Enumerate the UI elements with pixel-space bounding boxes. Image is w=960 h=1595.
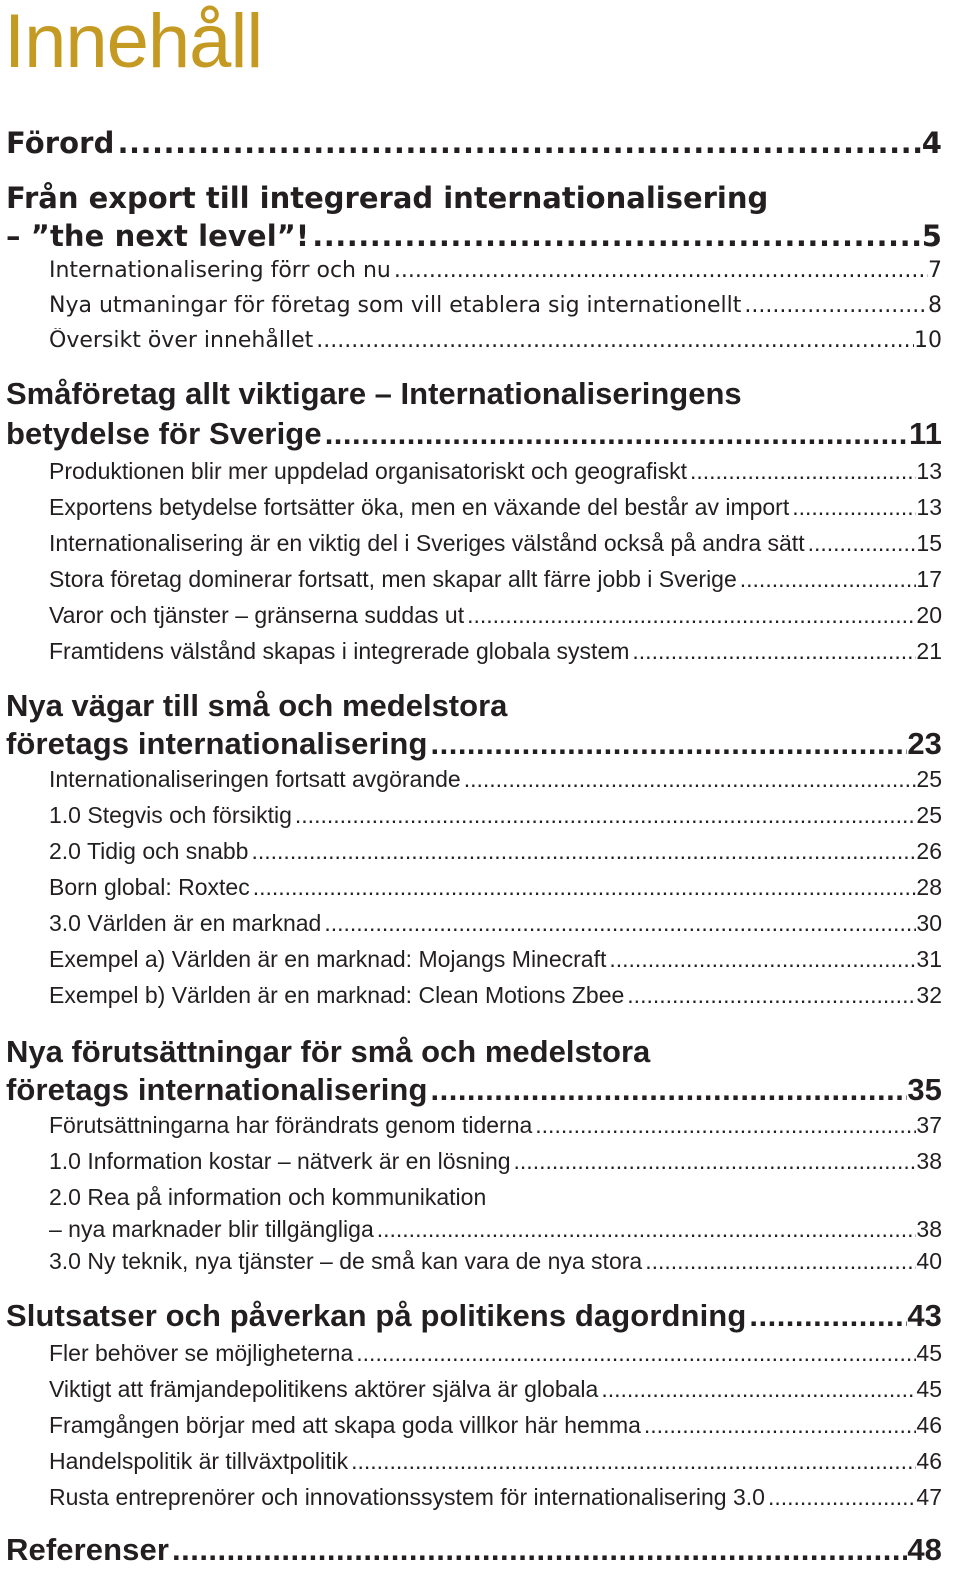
toc-section[interactable] xyxy=(49,802,942,829)
toc-section[interactable] xyxy=(49,1484,942,1511)
toc-page-number: 21 xyxy=(916,638,942,664)
toc-section[interactable] xyxy=(49,638,942,665)
toc-section[interactable] xyxy=(49,1448,942,1475)
toc-page-number: 30 xyxy=(916,910,942,936)
toc-entry-referenser[interactable] xyxy=(6,1532,942,1568)
dot-leader xyxy=(598,1376,916,1403)
toc-page-number: 17 xyxy=(916,566,942,592)
toc-page-number: 45 xyxy=(916,1376,942,1402)
toc-section[interactable] xyxy=(49,910,942,937)
toc-section-title: Viktigt att främjandepolitikens aktörer själva är globala xyxy=(49,1376,599,1402)
dot-leader xyxy=(250,874,917,901)
toc-page-number: 37 xyxy=(916,1112,942,1138)
toc-chapter-1-title-line1[interactable]: Från export till integrerad internationalisering xyxy=(6,181,769,215)
toc-page-number: 4 xyxy=(921,126,942,160)
toc-page-number: 32 xyxy=(916,982,942,1008)
toc-page-number: 47 xyxy=(916,1484,942,1510)
toc-section[interactable] xyxy=(49,458,942,485)
toc-page-number: 20 xyxy=(916,602,942,628)
dot-leader xyxy=(765,1484,916,1511)
toc-section-title: 3.0 Ny teknik, nya tjänster – de små kan vara de nya stora xyxy=(49,1248,643,1274)
dot-leader xyxy=(464,602,916,629)
page-title: Innehåll xyxy=(4,0,263,84)
toc-chapter-3-title-line1[interactable]: Nya vägar till små och medelstora xyxy=(6,688,508,723)
toc-section-title: Handelspolitik är tillväxtpolitik xyxy=(49,1448,349,1474)
dot-leader xyxy=(606,946,916,973)
toc-page-number: 26 xyxy=(916,838,942,864)
dot-leader xyxy=(427,1072,907,1108)
dot-leader xyxy=(805,530,917,557)
toc-section-title: Förutsättningarna har förändrats genom tiderna xyxy=(49,1112,533,1138)
toc-page-number: 40 xyxy=(916,1248,942,1274)
toc-section-title: Exportens betydelse fortsätter öka, men en växande del består av import xyxy=(49,494,790,520)
toc-chapter-title: betydelse för Sverige xyxy=(6,416,322,451)
toc-page-number: 13 xyxy=(916,494,942,520)
toc-chapter-title: Slutsatser och påverkan på politikens dagordning xyxy=(6,1298,747,1333)
toc-section-title: 1.0 Stegvis och försiktig xyxy=(49,802,292,828)
toc-section-title: Internationalisering är en viktig del i Sveriges välstånd också på andra sätt xyxy=(49,530,805,556)
toc-page-number: 8 xyxy=(928,293,942,318)
dot-leader xyxy=(248,838,916,865)
dot-leader xyxy=(348,1448,916,1475)
dot-leader xyxy=(629,638,916,665)
toc-chapter-title: företags internationalisering xyxy=(6,1072,428,1107)
toc-section[interactable] xyxy=(49,328,942,353)
dot-leader xyxy=(532,1112,916,1139)
toc-section-title: Fler behöver se möjligheterna xyxy=(49,1340,354,1366)
dot-leader xyxy=(741,293,928,318)
toc-section-title: 1.0 Information kostar – nätverk är en lösning xyxy=(49,1148,511,1174)
toc-section-title: – nya marknader blir tillgängliga xyxy=(49,1216,374,1242)
toc-page-number: 11 xyxy=(909,416,942,451)
toc-section[interactable] xyxy=(49,874,942,901)
toc-section[interactable] xyxy=(49,530,942,557)
toc-chapter-2-title-line1[interactable]: Småföretag allt viktigare – Internationaliseringens xyxy=(6,376,742,411)
toc-section[interactable] xyxy=(49,946,942,973)
toc-page-number: 25 xyxy=(916,802,942,828)
dot-leader xyxy=(114,126,921,160)
toc-entry-chapter-1[interactable] xyxy=(6,219,942,253)
toc-section[interactable] xyxy=(49,1216,942,1243)
toc-page-number: 25 xyxy=(916,766,942,792)
toc-page-number: 5 xyxy=(921,219,942,253)
toc-page-number: 13 xyxy=(916,458,942,484)
toc-section[interactable] xyxy=(49,602,942,629)
toc-section-title: Varor och tjänster – gränserna suddas ut xyxy=(49,602,465,628)
toc-section-title-line1[interactable]: 2.0 Rea på information och kommunikation xyxy=(49,1184,487,1210)
toc-section[interactable] xyxy=(49,566,942,593)
dot-leader xyxy=(374,1216,917,1243)
dot-leader xyxy=(321,910,916,937)
dot-leader xyxy=(169,1532,907,1568)
dot-leader xyxy=(461,766,917,793)
toc-page-number: 46 xyxy=(916,1412,942,1438)
toc-chapter-title: – ”the next level”! xyxy=(6,219,310,253)
toc-chapter-title: Referenser xyxy=(6,1532,169,1567)
dot-leader xyxy=(737,566,917,593)
dot-leader xyxy=(687,458,916,485)
toc-section-title: Produktionen blir mer uppdelad organisatoriskt och geografiskt xyxy=(49,458,687,484)
toc-entry-chapter-3[interactable] xyxy=(6,726,942,762)
toc-page-number: 48 xyxy=(907,1532,942,1567)
toc-section[interactable] xyxy=(49,258,942,283)
dot-leader xyxy=(353,1340,916,1367)
toc-section[interactable] xyxy=(49,1340,942,1367)
toc-section[interactable] xyxy=(49,293,942,318)
toc-section-title: Born global: Roxtec xyxy=(49,874,250,900)
toc-page-number: 38 xyxy=(916,1216,942,1242)
toc-chapter-title: företags internationalisering xyxy=(6,726,428,761)
toc-entry-chapter-5[interactable] xyxy=(6,1298,942,1334)
toc-page-number: 46 xyxy=(916,1448,942,1474)
toc-section[interactable] xyxy=(49,494,942,521)
toc-entry-chapter-2[interactable] xyxy=(6,416,942,452)
toc-section-title: 3.0 Världen är en marknad xyxy=(49,910,322,936)
dot-leader xyxy=(292,802,917,829)
toc-section-title: Rusta entreprenörer och innovationssystem för internationalisering 3.0 xyxy=(49,1484,765,1510)
dot-leader xyxy=(641,1412,917,1439)
toc-section[interactable] xyxy=(49,838,942,865)
toc-page-number: 10 xyxy=(914,328,942,353)
dot-leader xyxy=(511,1148,917,1175)
dot-leader xyxy=(322,416,909,452)
toc-page-number: 38 xyxy=(916,1148,942,1174)
toc-chapter-title: Förord xyxy=(6,126,115,160)
dot-leader xyxy=(624,982,916,1009)
toc-chapter-4-title-line1[interactable]: Nya förutsättningar för små och medelstora xyxy=(6,1034,651,1069)
toc-section[interactable] xyxy=(49,1148,942,1175)
toc-page-number: 35 xyxy=(907,1072,942,1107)
toc-section[interactable] xyxy=(49,982,942,1009)
dot-leader xyxy=(642,1248,916,1275)
toc-section[interactable] xyxy=(49,1248,942,1275)
toc-section-title: Internationaliseringen fortsatt avgörande xyxy=(49,766,461,792)
dot-leader xyxy=(746,1298,907,1334)
toc-section[interactable] xyxy=(49,1112,942,1139)
dot-leader xyxy=(789,494,916,521)
toc-page-number: 28 xyxy=(916,874,942,900)
toc-entry-forord[interactable] xyxy=(6,126,942,160)
toc-section-title: Internationalisering förr och nu xyxy=(49,258,391,283)
toc-section[interactable] xyxy=(49,1376,942,1403)
dot-leader xyxy=(313,328,914,353)
dot-leader xyxy=(427,726,907,762)
toc-section-title: Exempel a) Världen är en marknad: Mojangs Minecraft xyxy=(49,946,607,972)
toc-page-number: 31 xyxy=(916,946,942,972)
toc-section-title: Framtidens välstånd skapas i integrerade globala system xyxy=(49,638,630,664)
toc-page-number: 23 xyxy=(907,726,942,761)
toc-section[interactable] xyxy=(49,766,942,793)
toc-section-title: Stora företag dominerar fortsatt, men skapar allt färre jobb i Sverige xyxy=(49,566,737,592)
toc-section[interactable] xyxy=(49,1412,942,1439)
toc-section-title: Exempel b) Världen är en marknad: Clean Motions Zbee xyxy=(49,982,625,1008)
dot-leader xyxy=(309,219,922,253)
toc-section-title: 2.0 Tidig och snabb xyxy=(49,838,249,864)
toc-section-title: Översikt över innehållet xyxy=(49,328,314,353)
toc-section-title: Nya utmaningar för företag som vill etablera sig internationellt xyxy=(49,293,742,318)
toc-page-number: 15 xyxy=(916,530,942,556)
toc-section-title: Framgången börjar med att skapa goda villkor här hemma xyxy=(49,1412,641,1438)
toc-page-number: 43 xyxy=(907,1298,942,1333)
dot-leader xyxy=(391,258,928,283)
toc-page-number: 45 xyxy=(916,1340,942,1366)
toc-page-number: 7 xyxy=(928,258,942,283)
toc-entry-chapter-4[interactable] xyxy=(6,1072,942,1108)
